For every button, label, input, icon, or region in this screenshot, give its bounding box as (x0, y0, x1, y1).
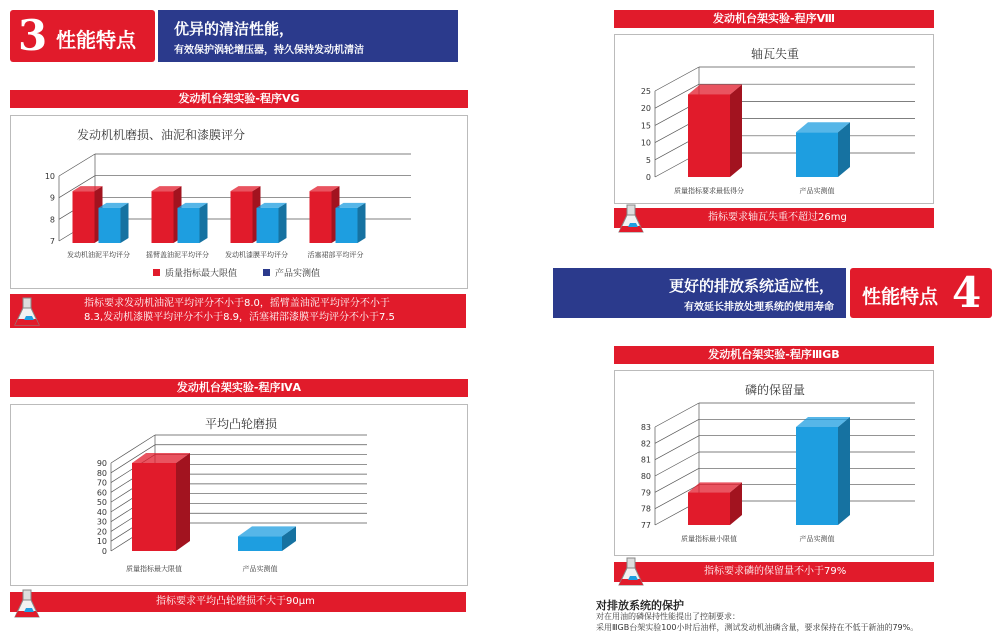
bar (99, 208, 121, 243)
x-tick-label: 质量指标要求最低得分 (674, 187, 744, 195)
gridline-diagonal (655, 436, 699, 460)
y-tick-label: 20 (640, 104, 651, 114)
x-tick-label: 产品实测值 (799, 187, 835, 195)
footer-line1: 对在用油的磷保持性能提出了控制要求： (596, 612, 740, 621)
section4-headline: 更好的排放系统适应性， (668, 277, 834, 295)
gridline-diagonal (655, 452, 699, 476)
chart-iiigb-panel (614, 370, 934, 556)
legend-swatch (153, 269, 160, 276)
section4-title: 性能特点 (862, 286, 939, 308)
y-tick-label: 10 (640, 138, 651, 148)
chart-vii-note-text: 指标要求轴瓦失重不超过26mg (708, 212, 847, 223)
bar-side (200, 203, 208, 243)
chart-vii-header: 发动机台架实验-程序Ⅷ (614, 10, 934, 28)
bar-side (730, 84, 742, 177)
x-tick-label: 产品实测值 (242, 565, 278, 573)
chart-iiigb-header: 发动机台架实验-程序ⅢGB (614, 346, 934, 364)
y-tick-label: 20 (96, 527, 107, 537)
y-tick-label: 82 (640, 439, 651, 449)
chart-iiigb-note (614, 562, 934, 582)
section3-title: 性能特点 (56, 28, 136, 52)
y-tick-label: 50 (96, 498, 107, 508)
section3-headline: 优异的清洁性能， (174, 20, 295, 38)
y-tick-label: 15 (640, 121, 651, 131)
bar-side (279, 203, 287, 243)
chart-iva-header: 发动机台架实验-程序ⅣA (10, 379, 468, 397)
y-tick-label: 80 (640, 472, 651, 481)
y-tick-label: 25 (640, 87, 651, 96)
y-tick-label: 0 (645, 173, 651, 182)
y-tick-label: 79 (640, 488, 651, 498)
y-tick-label: 80 (96, 468, 107, 478)
bar (238, 536, 282, 551)
chart-vii-panel (614, 34, 934, 204)
chart-iva-svg (11, 405, 467, 585)
bar (796, 132, 838, 177)
y-tick-label: 60 (96, 488, 107, 498)
y-tick-label: 77 (640, 521, 651, 530)
section4-banner (553, 268, 846, 318)
x-tick-label: 质量指标最大限值 (126, 565, 182, 573)
chart-vg-title: 发动机机磨损、油泥和漆膜评分 (76, 128, 245, 142)
section4-badge (850, 268, 992, 318)
chart-iiigb-svg (615, 371, 933, 555)
y-tick-label: 8 (49, 215, 55, 225)
chart-iiigb-title: 磷的保留量 (744, 383, 805, 397)
bar (688, 94, 730, 177)
section3-banner (158, 10, 458, 62)
chart-vg-note-line2: 8.3,发动机漆膜平均评分不小于8.9，活塞裙部漆膜平均评分不小于7.5 (84, 312, 395, 323)
bar (132, 463, 176, 551)
chart-vg-svg (11, 116, 467, 288)
x-tick-label: 活塞裙部平均评分 (307, 251, 364, 259)
gridline-diagonal (655, 419, 699, 443)
y-tick-label: 5 (645, 155, 651, 165)
y-tick-label: 81 (640, 455, 651, 465)
x-tick-label: 产品实测值 (799, 535, 835, 543)
y-tick-label: 10 (44, 172, 55, 181)
y-tick-label: 10 (96, 537, 107, 547)
legend-swatch (263, 269, 270, 276)
chart-iva-panel (10, 404, 468, 586)
section4-number: 4 (952, 268, 982, 317)
flask-icon (12, 588, 42, 620)
y-tick-label: 40 (96, 507, 107, 517)
bar (336, 208, 358, 243)
x-tick-label: 发动机油泥平均评分 (67, 251, 130, 259)
section3-badge (10, 10, 155, 62)
y-tick-label: 9 (49, 193, 55, 203)
bar-side (176, 453, 190, 551)
bar-side (358, 203, 366, 243)
x-tick-label: 质量指标最小限值 (681, 535, 737, 543)
chart-vg-panel (10, 115, 468, 289)
bar (73, 191, 95, 243)
bar (152, 191, 174, 243)
flask-icon (616, 203, 646, 235)
bar (688, 492, 730, 525)
gridline-diagonal (655, 67, 699, 91)
x-tick-label: 摇臂盖油泥平均评分 (146, 251, 209, 259)
chart-vg-note-line1: 指标要求发动机油泥平均评分不小于8.0，摇臂盖油泥平均评分不小于 (84, 298, 390, 309)
flask-icon (616, 556, 646, 588)
legend-label: 产品实测值 (275, 269, 321, 279)
x-tick-label: 发动机漆膜平均评分 (225, 251, 288, 259)
chart-vii-note (614, 208, 934, 228)
bar (178, 208, 200, 243)
y-tick-label: 70 (96, 478, 107, 488)
y-tick-label: 30 (96, 517, 107, 527)
y-tick-label: 78 (640, 504, 651, 514)
bar (310, 191, 332, 243)
footer-line2: 采用ⅢGB台架实验100小时后油样，测试发动机油磷含量，要求保持在不低于新油的79%。 (596, 623, 919, 632)
y-tick-label: 83 (640, 423, 651, 432)
flask-icon (12, 296, 42, 328)
gridline-diagonal (59, 154, 95, 176)
chart-vii-svg (615, 35, 933, 203)
section4-subline: 有效延长排放处理系统的使用寿命 (684, 302, 834, 313)
chart-iva-title: 平均凸轮磨损 (204, 417, 277, 431)
chart-iiigb-note-text: 指标要求磷的保留量不小于79% (704, 566, 847, 577)
y-tick-label: 7 (49, 237, 55, 246)
y-tick-label: 90 (96, 459, 107, 468)
chart-iva-note (10, 592, 466, 612)
chart-vii-title: 轴瓦失重 (750, 47, 799, 61)
gridline-diagonal (655, 403, 699, 427)
bar (796, 427, 838, 525)
bar (231, 191, 253, 243)
chart-vg-note (10, 294, 466, 328)
bar-side (838, 417, 850, 525)
y-tick-label: 0 (101, 547, 107, 556)
chart-iva-note-text: 指标要求平均凸轮磨损不大于90μm (156, 596, 315, 607)
footer-title: 对排放系统的保护 (596, 599, 684, 612)
bar-side (121, 203, 129, 243)
chart-vg-header: 发动机台架实验-程序VG (10, 90, 468, 108)
section3-number: 3 (18, 11, 48, 60)
legend-label: 质量指标最大限值 (165, 269, 238, 279)
section3-subline: 有效保护涡轮增压器，持久保持发动机清洁 (174, 45, 364, 56)
bar (257, 208, 279, 243)
